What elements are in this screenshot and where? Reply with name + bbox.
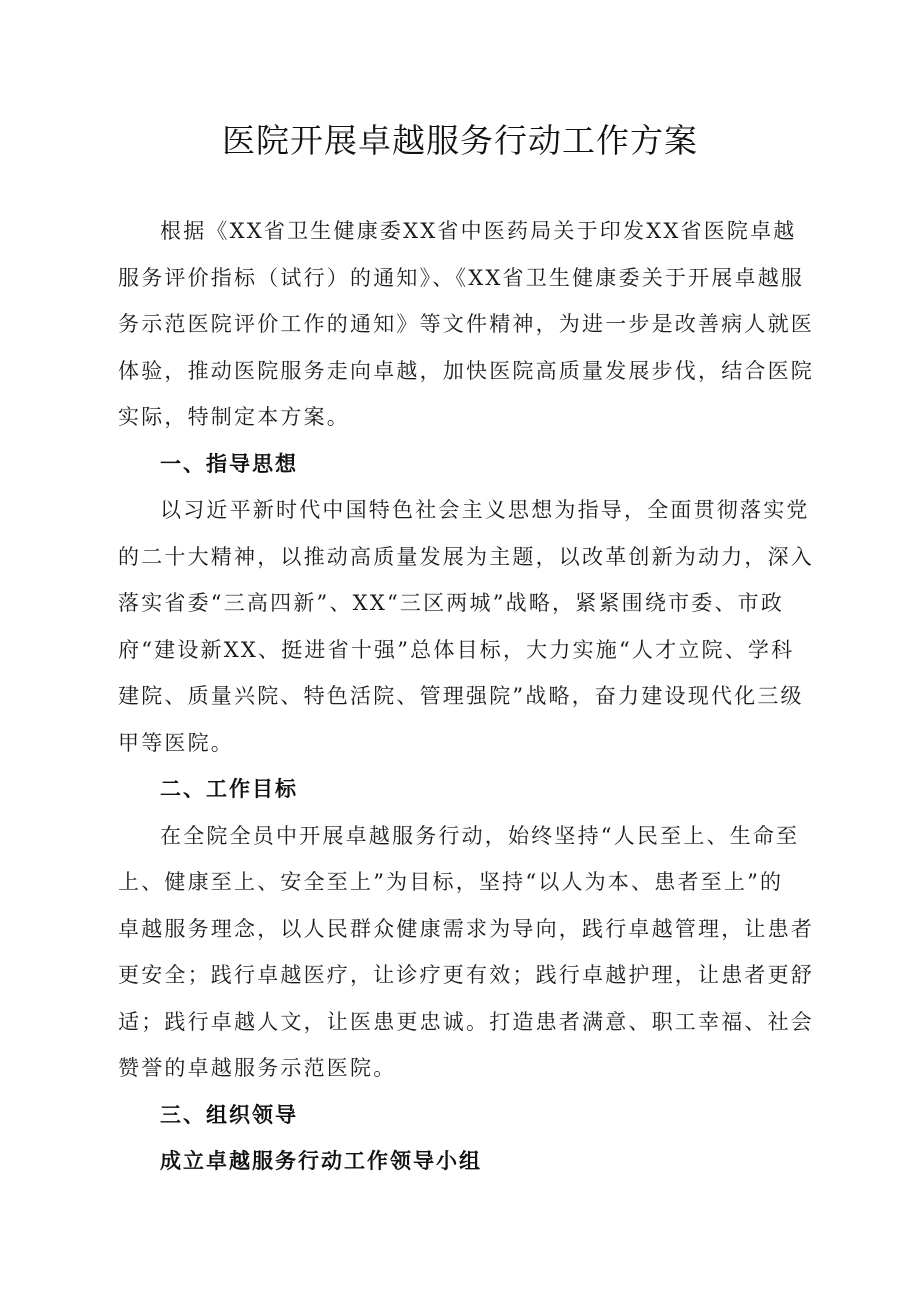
section-heading-guiding-ideology: 一、指导思想 [160,451,298,476]
paragraph-line: 以习近平新时代中国特色社会主义思想为指导，全面贯彻落实党 [160,498,810,522]
work-goals-paragraph [118,813,814,1092]
paragraph-line: 的二十大精神，以推动高质量发展为主题，以改革创新为动力，深入 [118,544,814,569]
document-title: 医院开展卓越服务行动工作方案 [222,121,698,160]
section-heading-work-goals: 二、工作目标 [160,777,298,801]
paragraph-line: 上、健康至上、安全至上”为目标，坚持“以人为本、患者至上”的 [118,870,784,894]
intro-paragraph [118,208,814,441]
paragraph-line: 甲等医院。 [118,730,234,755]
paragraph-line: 卓越服务理念，以人民群众健康需求为导向，践行卓越管理，让患者 [118,916,814,941]
paragraph-line: 府“建设新XX、挺进省十强”总体目标，大力实施“人才立院、学科 [118,637,795,662]
document-body [118,208,814,1185]
paragraph-line: 务示范医院评价工作的通知》等文件精神，为进一步是改善病人就医 [118,312,814,336]
section-heading-organization-leadership: 三、组织领导 [160,1102,298,1127]
subsection-heading-leading-group: 成立卓越服务行动工作领导小组 [160,1149,482,1173]
paragraph-line: 根据《XX省卫生健康委XX省中医药局关于印发XX省医院卓越 [160,219,797,243]
paragraph-line: 实际，特制定本方案。 [118,405,350,429]
paragraph-line: 赞誉的卓越服务示范医院。 [118,1056,397,1080]
paragraph-line: 在全院全员中开展卓越服务行动，始终坚持“人民至上、生命至 [160,823,800,848]
paragraph-line: 体验，推动医院服务走向卓越，加快医院高质量发展步伐，结合医院 [118,358,814,383]
paragraph-line: 建院、质量兴院、特色活院、管理强院”战略，奋力建设现代化三级 [118,684,804,708]
paragraph-line: 更安全；践行卓越医疗，让诊疗更有效；践行卓越护理，让患者更舒 [118,963,814,987]
paragraph-line: 适；践行卓越人文，让医患更忠诚。打造患者满意、职工幸福、社会 [118,1009,814,1034]
guiding-ideology-paragraph [118,487,814,766]
paragraph-line: 服务评价指标（试行）的通知》、《XX省卫生健康委关于开展卓越服 [118,265,805,290]
paragraph-line: 落实省委“三高四新”、XX“三区两城”战略，紧紧围绕市委、市政 [118,591,785,615]
